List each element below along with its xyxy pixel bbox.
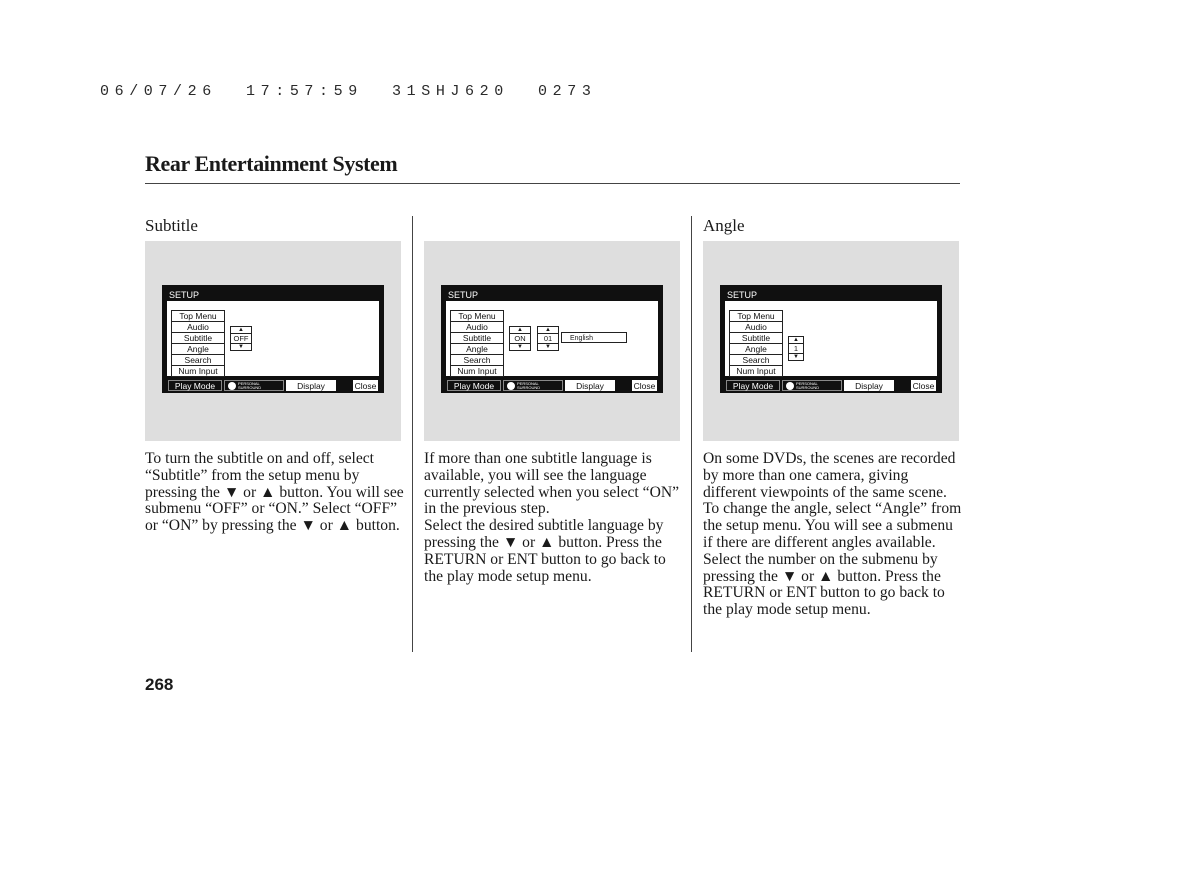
personal-surround-icon [228,382,236,390]
spinner-value: 1 [788,344,804,353]
personal-surround-label: PERSONAL SURROUND [238,381,262,390]
screen-illustration-subtitle [145,241,401,441]
menu-item-top-menu[interactable]: Top Menu [450,310,504,322]
personal-surround-icon [786,382,794,390]
display-button[interactable]: Display [565,380,615,391]
setup-menu [729,310,783,377]
down-arrow-icon[interactable]: ▼ [509,343,531,351]
spinner-value: OFF [230,334,252,343]
header-divider [145,183,960,184]
close-button[interactable]: Close [354,381,377,391]
subtitle-language-instructions [424,451,686,585]
page-number: 268 [145,675,174,694]
screen-bottom-bar [445,380,659,391]
column-divider [691,216,692,652]
setup-panel [446,301,658,376]
menu-item-top-menu[interactable]: Top Menu [171,310,225,322]
subtitle-on-off-spinner[interactable] [509,326,531,351]
menu-item-angle[interactable]: Angle [450,344,504,355]
play-mode-button[interactable]: Play Mode [447,380,501,391]
subtitle-track-spinner[interactable] [537,326,559,351]
menu-item-subtitle[interactable]: Subtitle [729,333,783,344]
paragraph: Select the number on the submenu by pressing the ▼ or ▲ button. Press the RETURN or ENT button to go back to the play mode setup menu. [703,550,945,619]
setup-panel [167,301,379,376]
subtitle-instructions [145,451,407,535]
subtitle-on-off-spinner[interactable] [230,326,252,351]
paragraph: On some DVDs, the scenes are recorded by more than one camera, giving different viewpoints of the same scene. To change the angle, select “Angle” from the setup menu. You will see a submenu if there are different angles available. [703,450,962,551]
close-button[interactable]: Close [912,381,935,391]
section-title: Rear Entertainment System [145,151,398,176]
personal-surround-button[interactable] [224,380,284,391]
menu-item-search[interactable]: Search [171,355,225,366]
menu-item-angle[interactable]: Angle [171,344,225,355]
display-button[interactable]: Display [286,380,336,391]
screen-bottom-bar [166,380,380,391]
menu-item-subtitle[interactable]: Subtitle [450,333,504,344]
setup-screen [441,285,663,393]
menu-item-num-input[interactable]: Num Input [171,366,225,377]
screen-bottom-bar [724,380,938,391]
screen-illustration-subtitle-language [424,241,680,441]
down-arrow-icon[interactable]: ▼ [230,343,252,351]
up-arrow-icon[interactable]: ▲ [230,326,252,334]
setup-menu [171,310,225,377]
personal-surround-label: PERSONAL SURROUND [796,381,820,390]
down-arrow-icon[interactable]: ▼ [788,353,804,361]
column-title-angle: Angle [703,216,745,235]
menu-item-subtitle[interactable]: Subtitle [171,333,225,344]
personal-surround-icon [507,382,515,390]
play-mode-button[interactable]: Play Mode [726,380,780,391]
play-mode-button[interactable]: Play Mode [168,380,222,391]
setup-screen [720,285,942,393]
print-stamp: 06/07/26 17:57:59 31SHJ620 0273 [100,83,597,100]
display-button[interactable]: Display [844,380,894,391]
close-button[interactable]: Close [633,381,656,391]
column-title-subtitle: Subtitle [145,216,198,235]
personal-surround-button[interactable] [782,380,842,391]
menu-item-num-input[interactable]: Num Input [450,366,504,377]
menu-item-audio[interactable]: Audio [171,322,225,333]
menu-item-search[interactable]: Search [729,355,783,366]
personal-surround-label: PERSONAL SURROUND [517,381,541,390]
menu-item-audio[interactable]: Audio [450,322,504,333]
down-arrow-icon[interactable]: ▼ [537,343,559,351]
setup-screen [162,285,384,393]
column-divider [412,216,413,652]
screen-title: SETUP [448,290,479,300]
spinner-value: 01 [537,334,559,343]
screen-illustration-angle [703,241,959,441]
paragraph: Select the desired subtitle language by pressing the ▼ or ▲ button. Press the RETURN or ENT button to go back to the play mode setup menu. [424,517,666,585]
screen-title: SETUP [169,290,200,300]
up-arrow-icon[interactable]: ▲ [788,336,804,344]
personal-surround-button[interactable] [503,380,563,391]
setup-menu [450,310,504,377]
angle-instructions [703,451,965,619]
subtitle-language-field: English [561,332,627,343]
menu-item-top-menu[interactable]: Top Menu [729,310,783,322]
screen-title: SETUP [727,290,758,300]
setup-panel [725,301,937,376]
menu-item-angle[interactable]: Angle [729,344,783,355]
spinner-value: ON [509,334,531,343]
menu-item-num-input[interactable]: Num Input [729,366,783,377]
menu-item-audio[interactable]: Audio [729,322,783,333]
up-arrow-icon[interactable]: ▲ [537,326,559,334]
angle-spinner[interactable] [788,336,804,361]
up-arrow-icon[interactable]: ▲ [509,326,531,334]
paragraph: To turn the subtitle on and off, select “Subtitle” from the setup menu by pressing the ▼ or ▲ button. You will see submenu “OFF” or “ON.” Select “OFF” or “ON” by pressing the ▼ or ▲ button. [145,450,404,535]
menu-item-search[interactable]: Search [450,355,504,366]
paragraph: If more than one subtitle language is available, you will see the language currently selected when you select “ON” in the previous step. [424,450,680,518]
